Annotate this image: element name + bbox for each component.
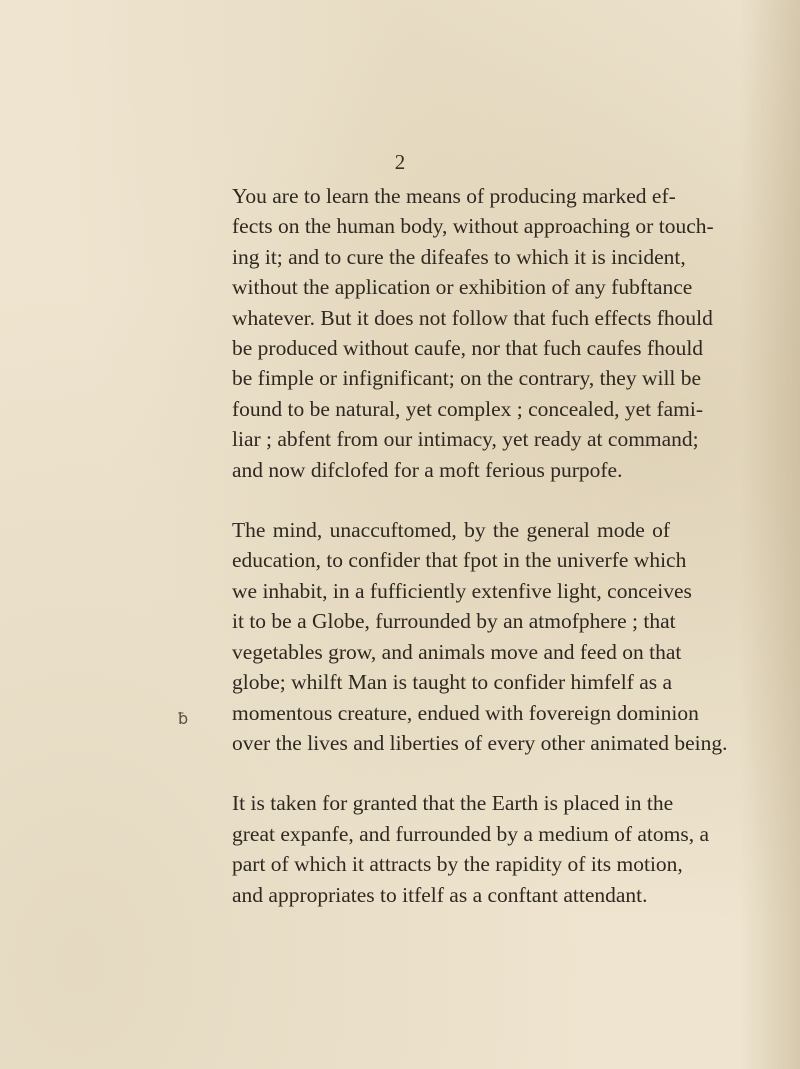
text-line: part of which it attracts by the rapidity of its motion,	[232, 852, 683, 877]
text-line: fects on the human body, without approaching or touch-	[232, 214, 714, 239]
text-line: vegetables grow, and animals move and feed on that	[232, 639, 682, 664]
text-line: be produced without caufe, nor that fuch caufes fhould	[232, 336, 704, 361]
text-line: great expanfe, and furrounded by a medium of atoms, a	[232, 821, 710, 846]
paragraph-2	[232, 515, 728, 758]
paragraph-3	[232, 788, 710, 910]
text-line: without the application or exhibition of any fubftance	[232, 275, 693, 300]
text-line: The mind, unaccuftomed, by the general mode of	[232, 518, 670, 543]
text-line: and appropriates to itfelf as a conftant attendant.	[232, 882, 648, 907]
text-line: globe; whilft Man is taught to confider himfelf as a	[232, 670, 673, 695]
text-line: liar ; abfent from our intimacy, yet ready at command;	[232, 427, 699, 452]
text-line: You are to learn the means of producing marked ef-	[232, 184, 676, 208]
text-line: whatever. But it does not follow that fuch effects fhould	[232, 305, 713, 330]
page-number: 2	[394, 150, 406, 174]
text-line: momentous creature, endued with fovereign dominion	[232, 700, 699, 725]
text-line: found to be natural, yet complex ; concealed, yet fami-	[232, 396, 704, 421]
text-line: education, to confider that fpot in the univerfe which	[232, 548, 687, 573]
text-line: be fimple or infignificant; on the contrary, they will be	[232, 366, 702, 391]
margin-mark: ƀ	[178, 709, 189, 728]
text-line: over the lives and liberties of every other animated being.	[232, 730, 728, 755]
text-line: It is taken for granted that the Earth is placed in the	[232, 791, 674, 816]
body-text	[232, 181, 728, 910]
text-line: ing it; and to cure the difeafes to which it is incident,	[232, 244, 686, 269]
text-line: and now difclofed for a moft ferious purpofe.	[232, 457, 623, 482]
text-line: we inhabit, in a fufficiently extenfive light, conceives	[232, 578, 692, 603]
paragraph-1	[232, 181, 714, 485]
text-line: it to be a Globe, furrounded by an atmofphere ; that	[232, 609, 676, 634]
